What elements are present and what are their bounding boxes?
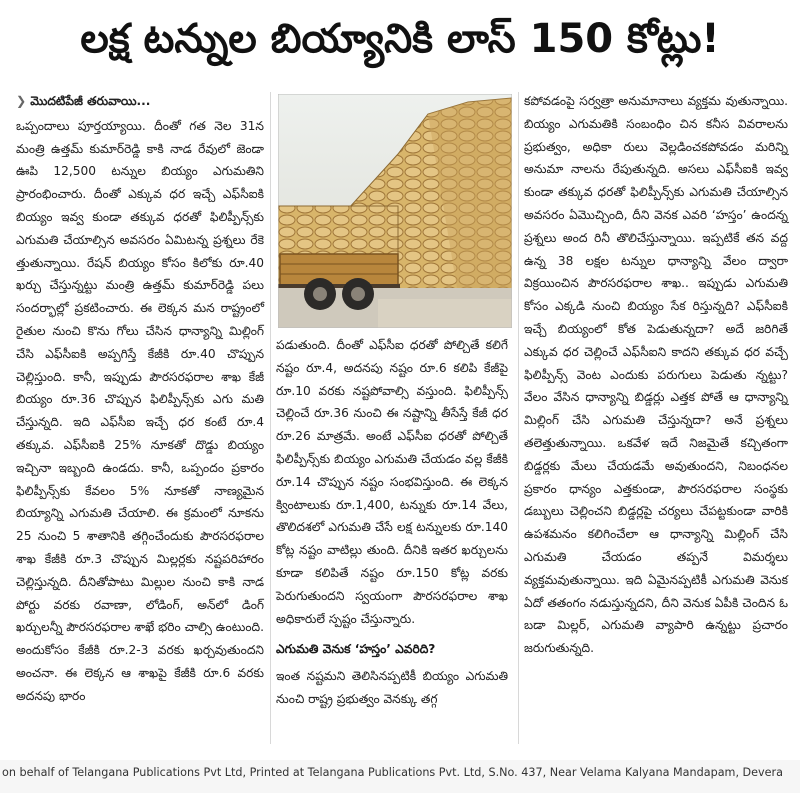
kicker (16, 90, 264, 113)
publisher-imprint-footer: on behalf of Telangana Publications Pvt Ltd, Printed at Telangana Publications Pvt. Ltd, S.No. 437, Near Velama Kalyana Mandapam, Devera (0, 760, 800, 793)
rice-sacks-truck-photo (278, 94, 512, 328)
kicker-text: మొదటిపేజీ తరువాయి... (30, 94, 151, 108)
article-column-1 (16, 90, 264, 708)
body-text: పడుతుంది. దీంతో ఎఫ్‌సీఐ ధరతో పోల్చితే కలిగే నష్టం రూ.4, అదనపు నష్టం రూ.6 కలిపి కేజీపై రూ.10 వరకు నష్టపోవాల్సి వస్తుంది. ఫిలిప్పీన్స్‌ చెల్లించే రూ.36 నుంచి ఈ నష్టాన్ని తీసేస్తే కేజీ ధర రూ.26 మాత్రమే. అంటే ఎఫ్‌సీఐ ధరతో పోల్చితే ఫిలిప్పీన్స్‌కు బియ్యం ఎగుమతి చేయడం వల్ల కేజీకి రూ.14 చొప్పున నష్టం సంభవిస్తుంది. ఈ లెక్కన క్వింటాలుకు రూ.1,400, టన్నుకు రూ.14 వేలు, తొలిదశలో ఎగుమతి చేసే లక్ష టన్నులకు రూ.140 కోట్ల నష్టం వాటిల్లు తుంది. దీనికి ఇతర ఖర్చులను కూడా కలిపితే నష్టం రూ.150 కోట్ల వరకు పెరుగుతుందని స్వయంగా పౌరసరఫరాల శాఖ అధికారులే స్పష్టం చేస్తున్నారు. (276, 338, 508, 626)
body-text: ఒప్పందాలు పూర్తయ్యాయి. దీంతో గత నెల 31న మంత్రి ఉత్తమ్‌ కుమార్‌రెడ్డి కాకి నాడ రేవులో జెండా ఊపి 12,500 టన్నుల బియ్యం ఎగుమతిని ప్రారంభించారు. దీంతో ఎక్కువ ధర ఇచ్చే ఎఫ్‌సీఐకి బియ్యం ఇవ్వ కుండా తక్కువ ధరతో ఫిలిప్పీన్స్‌కు ఎగుమతి చేయాల్సిన అవసరం ఏమిటన్న ప్రశ్నలు రేకె త్తుతున్నాయి. రేషన్‌ బియ్యం కోసం కిలోకు రూ.40 ఖర్చు చేస్తున్నట్టు మంత్రి ఉత్తమ్‌ కుమార్‌రెడ్డి పలు సందర్భాల్లో ప్రకటించారు. ఈ లెక్కన మన రాష్ట్రంలో రైతుల నుంచి కొను గోలు చేసిన ధాన్యాన్ని మిల్లింగ్‌ చేసి ఎఫ్‌సీఐకి అప్పగిస్తే కేజీకి రూ.40 చొప్పున చెల్లిస్తుంది. కానీ, ఇప్పుడు పౌరసరఫరాల శాఖ కేజీ బియ్యం రూ.36 చొప్పున ఫిలిప్పీన్స్‌కు ఎగు మతి చేస్తున్నది. ఇది ఎఫ్‌సీఐ ఇచ్చే ధర కంటే రూ.4 తక్కువ. ఎఫ్‌సీఐకి 25% నూకతో దొడ్డు బియ్యం ఇచ్చినా ఇబ్బంది ఉండదు. కానీ, ఒప్పందం ప్రకారం ఫిలిప్పీన్స్‌కు కేవలం 5% నూకతో నాణ్యమైన బియ్యాన్ని ఎగుమతి చేయాలి. ఈ క్రమంలో నూకను 25 నుంచి 5 శాతానికి తగ్గించేందుకు పౌరసరఫరాల శాఖ కేజీకి రూ.3 చొప్పున మిల్లర్లకు నష్టపరిహారం చెల్లిస్తున్నది. దీనితోపాటు మిల్లుల నుంచి కాకి నాడ పోర్టు వరకు రవాణా, లోడింగ్‌, అన్‌లో డింగ్‌ ఖర్చులన్నీ పౌరసరఫరాల శాఖే భరిం చాల్సి ఉంటుంది. అందుకోసం కేజీకి రూ.2-3 వరకు ఖర్చవుతుందని అంచనా. ఈ లెక్కన ఆ శాఖపై కేజీకి రూ.6 వరకు అదనపు భారం (16, 118, 264, 703)
article-column-2 (276, 334, 508, 711)
column-divider (270, 92, 271, 744)
body-text: కపోవడంపై సర్వత్రా అనుమానాలు వ్యక్తమ వుతున్నాయి. బియ్యం ఎగుమతికి సంబంధిం చిన కనీస వివరాలను ప్రభుత్వం, అధికా రులు వెల్లడించకపోవడం మరిన్ని అనుమా నాలను రేపుతున్నది. అసలు ఎఫ్‌సీఐకి ఇవ్వ కుండా తక్కువ ధరతో ఫిలిప్పీన్స్‌కు ఎగుమతి చేయాల్సిన అవసరం ఏమొచ్చింది, దీని వెనక ఎవరి ‘హస్తం’ ఉందన్న ప్రశ్నలు అంద రినీ తొలిచేస్తున్నాయి. ఇప్పటికే తన వద్ద ఉన్న 38 లక్షల టన్నుల ధాన్యాన్ని వేలం ద్వారా విక్రయించిన పౌరసరఫరాల శాఖ.. ఇప్పుడు ఎగుమతి కోసం ఎక్కడి నుంచి బియ్యం సేక రిస్తున్నది? ఎఫ్‌సీఐకి ఇచ్చే బియ్యంలో కోత పెడుతున్నదా? అదే జరిగితే ఎక్కువ ధర చెల్లించే ఎఫ్‌సీఐని కాదని తక్కువ ధర వచ్చే ఫిలిప్పీన్స్‌ వెంట ఎందుకు పరుగులు పెడుతు న్నట్టు? వేలం వేసిన ధాన్యాన్ని బిడ్డర్లు ఎత్తక పోతే ఆ ధాన్యాన్ని మిల్లింగ్‌ చేసి ఎగుమతి చేస్తున్నదా? అనే ప్రశ్నలు తలెత్తుతున్నాయి. ఒకవేళ ఇదే నిజమైతే కచ్చితంగా బిడ్డర్లకు మేలు చేయడమే అవుతుందని, నిబంధనల ప్రకారం ధాన్యం ఎత్తకుండా, పౌరసరఫరాల సంస్థకు డబ్బులు చెల్లించని బిడ్డర్లపై చర్యలు చేపట్టకుండా వారికి ఉపశమనం కలిగించేలా ఆ ధాన్యాన్ని మిల్లింగ్‌ చేసి ఎగుమతి చేయడం తప్పనే విమర్శలు వ్యక్తమవుతున్నాయి. ఇది ఏమైనప్పటికీ ఎగుమతి వెనుక ఏదో తతంగం నడుస్తున్నదని, దీని వెనుక ఏపీకి చెందిన ఓ బడా మిల్లర్‌, ఎగుమతి వ్యాపారి ఉన్నట్టు ప్రచారం జరుగుతున్నది. (524, 94, 788, 656)
chevron-right-icon: ❯ (16, 94, 27, 108)
section-subheading: ఎగుమతి వెనుక ‘హస్తం’ ఎవరిది? (276, 642, 436, 657)
body-text: ఇంత నష్టమని తెలిసినప్పటికీ బియ్యం ఎగుమతి నుంచి రాష్ట్ర ప్రభుత్వం వెనక్కు తగ్గ (276, 669, 508, 706)
column-divider (518, 92, 519, 744)
article-column-3 (524, 90, 788, 660)
headline: లక్ష టన్నుల బియ్యానికి లాస్‌ 150 కోట్లు! (80, 16, 720, 62)
